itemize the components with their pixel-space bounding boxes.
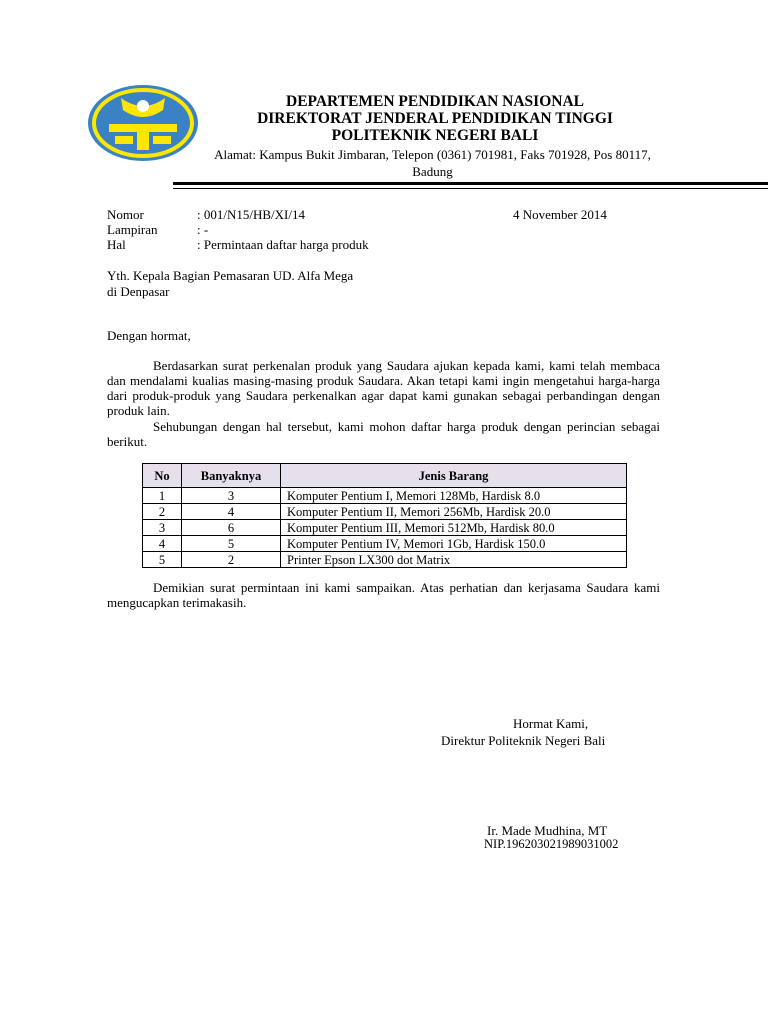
cell-qty: 6 xyxy=(182,520,281,536)
body-paragraph-2 xyxy=(107,419,660,449)
table-row xyxy=(143,520,627,536)
cell-qty: 4 xyxy=(182,504,281,520)
letter-date: 4 November 2014 xyxy=(513,207,607,222)
cell-item: Komputer Pentium I, Memori 128Mb, Hardisk 8.0 xyxy=(281,488,627,504)
col-header-no: No xyxy=(143,464,182,488)
table-row xyxy=(143,504,627,520)
cell-no: 4 xyxy=(143,536,182,552)
closing-paragraph xyxy=(107,580,660,610)
recipient-line: Yth. Kepala Bagian Pemasaran UD. Alfa Mega xyxy=(107,268,354,283)
cell-no: 5 xyxy=(143,552,182,568)
cell-item: Komputer Pentium IV, Memori 1Gb, Hardisk 150.0 xyxy=(281,536,627,552)
col-header-jenis-barang: Jenis Barang xyxy=(281,464,627,488)
header-institution: POLITEKNIK NEGERI BALI xyxy=(331,127,539,144)
cell-qty: 5 xyxy=(182,536,281,552)
hal-label: Hal xyxy=(107,237,126,252)
lampiran-value: : - xyxy=(197,222,209,237)
hal-value: : Permintaan daftar harga produk xyxy=(197,237,369,252)
cell-no: 1 xyxy=(143,488,182,504)
header-address: Alamat: Kampus Bukit Jimbaran, Telepon (0361) 701981, Faks 701928, Pos 80117, Badung xyxy=(214,147,651,179)
cell-item: Printer Epson LX300 dot Matrix xyxy=(281,552,627,568)
body-paragraph-1 xyxy=(107,358,660,418)
nomor-label: Nomor xyxy=(107,207,144,222)
table-header-row xyxy=(143,464,627,488)
header-directorate: DIREKTORAT JENDERAL PENDIDIKAN TINGGI xyxy=(257,110,613,127)
table-row xyxy=(143,488,627,504)
product-table xyxy=(142,463,627,568)
col-header-banyaknya: Banyaknya xyxy=(182,464,281,488)
cell-qty: 3 xyxy=(182,488,281,504)
greeting: Dengan hormat, xyxy=(107,328,191,343)
cell-qty: 2 xyxy=(182,552,281,568)
table-row xyxy=(143,536,627,552)
header-divider-thin xyxy=(173,188,768,189)
signatory-nip: NIP.196203021989031002 xyxy=(484,837,619,851)
recipient-location: di Denpasar xyxy=(107,284,170,299)
lampiran-label: Lampiran xyxy=(107,222,158,237)
header-department: DEPARTEMEN PENDIDIKAN NASIONAL xyxy=(286,93,584,110)
cell-item: Komputer Pentium III, Memori 512Mb, Hardisk 80.0 xyxy=(281,520,627,536)
header-divider-thick xyxy=(173,182,768,185)
table-row xyxy=(143,552,627,568)
closing-paragraph-text: Demikian surat permintaan ini kami sampaikan. Atas perhatian dan kerjasama Saudara kami mengucapkan terimakasih. xyxy=(107,580,660,610)
signature-title: Direktur Politeknik Negeri Bali xyxy=(441,733,606,748)
cell-no: 3 xyxy=(143,520,182,536)
nomor-value: : 001/N15/HB/XI/14 xyxy=(197,207,305,222)
signature-regards: Hormat Kami, xyxy=(513,716,589,731)
body-paragraph-2-text: Sehubungan dengan hal tersebut, kami mohon daftar harga produk dengan perincian sebagai berikut. xyxy=(107,419,660,449)
cell-no: 2 xyxy=(143,504,182,520)
body-paragraph-1-text: Berdasarkan surat perkenalan produk yang Saudara ajukan kepada kami, kami telah membaca dan mendalami kualias masing-masing produk Saudara. Akan tetapi kami ingin mengetahui harga-harga dari produk-produk yang Saudara perkenalkan agar dapat kami gunakan sebagai perbandingan dengan produk lain. xyxy=(107,358,660,418)
institution-logo xyxy=(87,84,199,162)
cell-item: Komputer Pentium II, Memori 256Mb, Hardisk 20.0 xyxy=(281,504,627,520)
signatory-name: Ir. Made Mudhina, MT xyxy=(487,823,608,838)
